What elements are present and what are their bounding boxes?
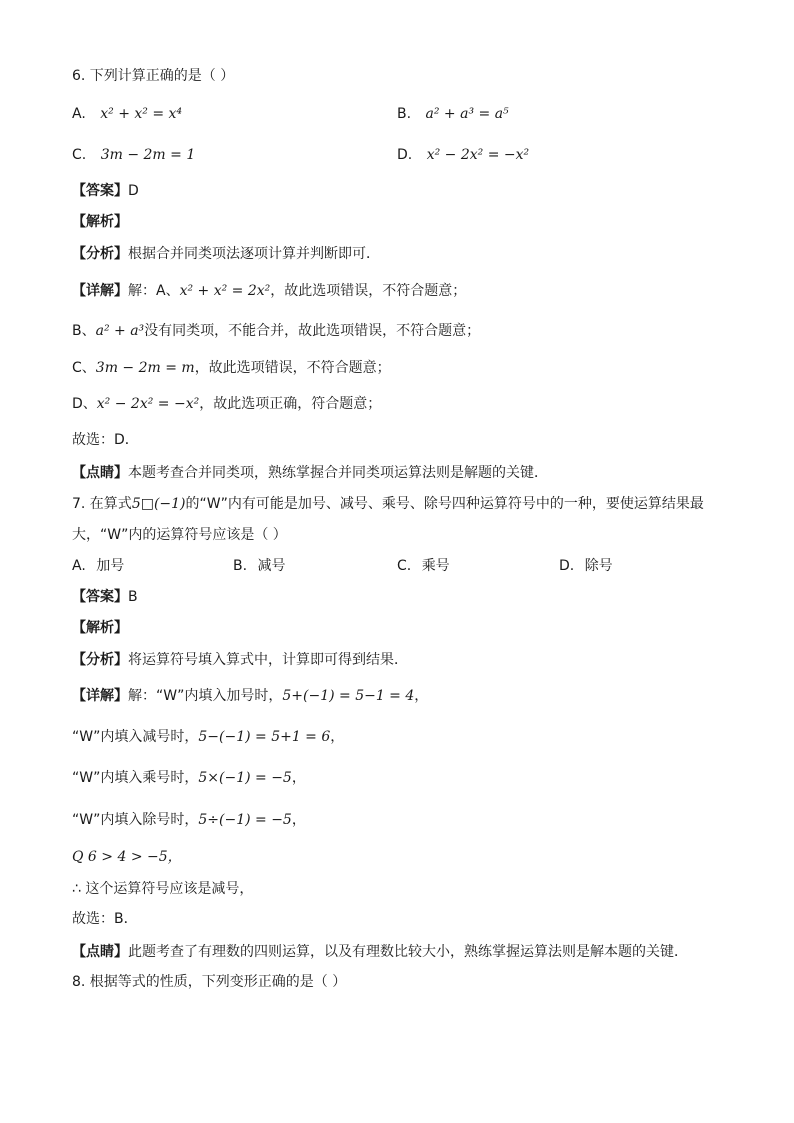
q7-answer [72,587,138,607]
option-text: 减号 [257,558,286,574]
q7-analysis-label: 【解析】 [72,620,128,636]
q6-dianjing [72,463,548,483]
line-text: “W”内填入除号时， [72,812,199,828]
q7-option-d [559,556,613,576]
stem-text: 的“W”内有可能是加号、减号、乘号、除号四种运算符号中的一种，要使运算结果最 [185,496,704,512]
line-expression: 5÷(−1) = −5 [198,812,292,828]
line-expression: 3m − 2m = m [95,360,195,376]
q7-compare: Q 6 > 4 > −5， [72,849,182,865]
q6-option-b [397,104,509,124]
fenxi-label: 【分析】 [72,246,128,262]
option-key: C. [72,147,87,163]
q7-option-b [233,556,286,576]
option-key: D. [559,558,575,574]
line-prefix: B、 [72,323,96,339]
fenxi-text: 将运算符号填入算式中，计算即可得到结果． [128,652,408,668]
answer-value: D [128,183,139,199]
xiangjie-prefix: 解：A、 [128,283,180,299]
option-key: C. [397,558,412,574]
line-end: ， [330,729,345,745]
q7-xiangjie-3 [72,768,306,788]
option-text: 除号 [584,558,613,574]
line-end: ， [291,812,306,828]
q6-stem: 6. 下列计算正确的是（ ） [72,68,235,84]
q8-stem: 8. 根据等式的性质，下列变形正确的是（ ） [72,974,347,990]
stem-expression: 5□(−1) [131,496,186,512]
line-expression: 5×(−1) = −5 [198,770,292,786]
q7-fenxi [72,650,408,670]
line-prefix: C、 [72,360,96,376]
option-text: 加号 [96,558,125,574]
option-key: A. [72,558,86,574]
q7-xiangjie-4 [72,810,306,830]
line-end: ， [414,688,429,704]
q7-therefore: ∴ 这个运算符号应该是减号， [72,881,254,897]
q7-option-a [72,556,124,576]
line-prefix: D、 [72,396,97,412]
q6-analysis-label: 【解析】 [72,214,128,230]
line-text: “W”内填入减号时， [72,729,199,745]
option-expression: a² + a³ = a⁵ [425,106,509,122]
line-expression: 5−(−1) = 5+1 = 6 [198,729,331,745]
option-key: D. [397,147,413,163]
stem-prefix: 7. 在算式 [72,496,132,512]
xiangjie-expression: x² + x² = 2x² [179,283,271,299]
q6-option-c [72,145,195,165]
line-text: ，故此选项错误，不符合题意； [194,360,391,376]
line-text: ，故此选项正确，符合题意； [199,396,382,412]
line-expression: x² − 2x² = −x² [96,396,200,412]
fenxi-label: 【分析】 [72,652,128,668]
q6-choose: 故选：D． [72,432,139,448]
dianjing-text: 本题考查合并同类项，熟练掌握合并同类项运算法则是解题的关键． [128,465,548,481]
option-expression: x² − 2x² = −x² [426,147,530,163]
q6-answer [72,181,139,201]
xiangjie-text: 解：“W”内填入加号时， [128,688,283,704]
xiangjie-label: 【详解】 [72,283,128,299]
q6-option-a [72,104,182,124]
xiangjie-label: 【详解】 [72,688,128,704]
q7-stem-line2: 大，“W”内的运算符号应该是（ ） [72,527,287,543]
dianjing-label: 【点睛】 [72,465,128,481]
line-end: ， [291,770,306,786]
answer-label: 【答案】 [72,183,128,199]
dianjing-label: 【点睛】 [72,944,128,960]
q6-line-b [72,321,480,341]
q6-line-d [72,394,381,414]
fenxi-text: 根据合并同类项法逐项计算并判断即可． [128,246,380,262]
xiangjie-text: ，故此选项错误，不符合题意； [270,283,467,299]
option-text: 乘号 [421,558,450,574]
option-expression: x² + x² = x⁴ [100,106,183,122]
line-expression: a² + a³ [95,323,145,339]
q6-xiangjie-a [72,281,466,301]
line-text: “W”内填入乘号时， [72,770,199,786]
line-text: 没有同类项，不能合并，故此选项错误，不符合题意； [144,323,481,339]
dianjing-text: 此题考查了有理数的四则运算，以及有理数比较大小，熟练掌握运算法则是解本题的关键． [128,944,688,960]
q7-dianjing [72,942,688,962]
xiangjie-expression: 5+(−1) = 5−1 = 4 [282,688,415,704]
q7-option-c [397,556,450,576]
q6-option-d [397,145,529,165]
q7-stem-line1 [72,494,704,514]
option-key: A. [72,106,86,122]
q7-xiangjie-2 [72,727,344,747]
q7-xiangjie-1 [72,686,428,706]
answer-label: 【答案】 [72,589,128,605]
option-key: B. [397,106,412,122]
q6-line-c [72,358,391,378]
answer-value: B [128,589,138,605]
option-key: B. [233,558,248,574]
q7-choose: 故选：B． [72,911,138,927]
option-expression: 3m − 2m = 1 [100,147,196,163]
q6-fenxi [72,244,380,264]
